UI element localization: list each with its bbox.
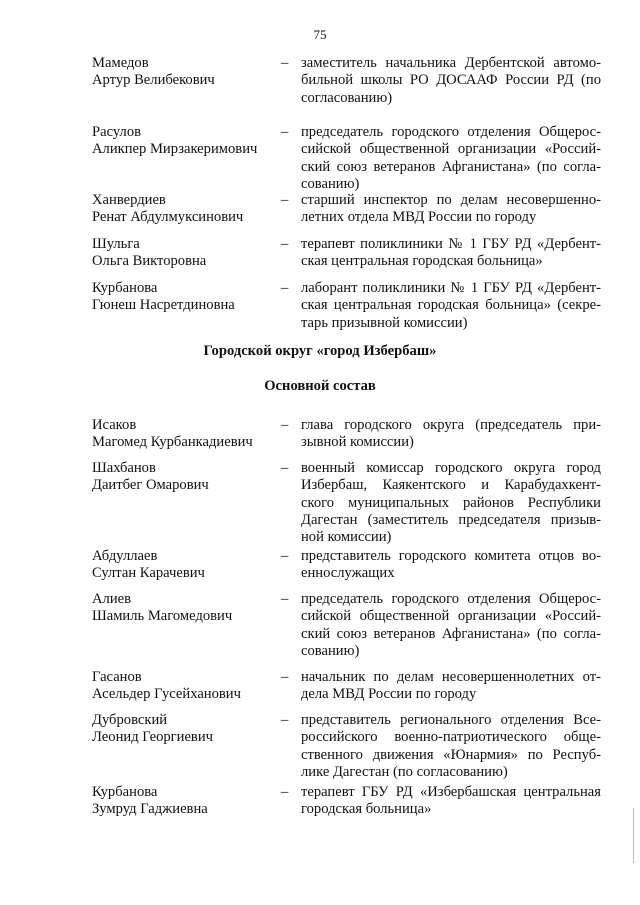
dash-mark: – — [281, 548, 289, 564]
role-line: лаборант поликлиники № 1 ГБУ РД «Дербент- — [301, 280, 601, 296]
role-line: председатель городского отделения Общерос- — [301, 124, 601, 140]
member-surname: Расулов — [92, 124, 142, 140]
role-line: представитель городского комитета отцов во- — [301, 548, 601, 564]
dash-mark: – — [281, 124, 289, 140]
dash-mark: – — [281, 417, 289, 433]
role-line: ский союз ветеранов Афганистана» (по согла- — [301, 625, 601, 642]
role-line: заместитель начальника Дербентской автомо- — [301, 55, 601, 71]
member-name — [92, 124, 282, 159]
member-given-names: Ольга Викторовна — [92, 253, 207, 270]
dash-mark: – — [281, 591, 289, 607]
role-line: представитель регионального отделения Все- — [301, 712, 601, 728]
member-given-names: Магомед Курбанкадиевич — [92, 434, 253, 451]
role-line: сийской общественной организации «Россий- — [301, 608, 601, 625]
member-surname: Гасанов — [92, 669, 142, 685]
dash-mark: – — [281, 669, 289, 685]
member-role — [281, 591, 601, 660]
role-line: ственного движения «Юнармия» по Респуб- — [301, 746, 601, 763]
role-line: терапевт поликлиники № 1 ГБУ РД «Дербент- — [301, 236, 601, 252]
member-surname: Курбанова — [92, 784, 158, 800]
member-surname: Абдуллаев — [92, 548, 158, 564]
dash-mark: – — [281, 192, 289, 208]
role-line: лике Дагестан (по согласованию) — [301, 763, 508, 780]
dash-mark: – — [281, 55, 289, 71]
member-name — [92, 669, 282, 704]
member-name — [92, 417, 282, 452]
member-name — [92, 712, 282, 747]
member-role — [281, 192, 601, 227]
member-surname: Ханвердиев — [92, 192, 166, 208]
member-given-names: Шамиль Магомедович — [92, 608, 233, 625]
member-surname: Исаков — [92, 417, 137, 433]
role-line: зывной комиссии) — [301, 434, 414, 451]
role-line: старший инспектор по делам несовершенно- — [301, 192, 601, 208]
role-line: ского муниципальных районов Республики — [301, 494, 601, 511]
dash-mark: – — [281, 236, 289, 252]
member-surname: Мамедов — [92, 55, 149, 71]
member-surname: Алиев — [92, 591, 131, 607]
role-line: Дагестан (заместитель председателя призыв- — [301, 511, 601, 528]
role-line: глава городского округа (председатель при- — [301, 417, 601, 433]
member-role — [281, 460, 601, 546]
page-number: 75 — [313, 27, 327, 42]
member-name — [92, 591, 282, 626]
member-given-names: Леонид Георгиевич — [92, 729, 213, 746]
role-line: военный комиссар городского округа город — [301, 460, 601, 476]
member-role — [281, 784, 601, 819]
member-given-names: Асельдер Гусейханович — [92, 686, 241, 703]
role-line: ной комиссии) — [301, 529, 392, 546]
role-line: сийской общественной организации «Россий- — [301, 141, 601, 158]
dash-mark: – — [281, 784, 289, 800]
member-given-names: Аликпер Мирзакеримович — [92, 141, 258, 158]
role-line: российского военно-патриотического обще- — [301, 729, 601, 746]
member-role — [281, 548, 601, 583]
member-name — [92, 55, 282, 90]
role-line: ский союз ветеранов Афганистана» (по согла- — [301, 158, 601, 175]
role-line: сованию) — [301, 175, 360, 192]
role-line: бильной школы РО ДОСААФ России РД (по — [301, 72, 601, 89]
dash-mark: – — [281, 460, 289, 476]
member-surname: Шульга — [92, 236, 140, 252]
member-surname: Курбанова — [92, 280, 158, 296]
member-role — [281, 712, 601, 781]
role-line: городская больница» — [301, 801, 432, 818]
member-role — [281, 124, 601, 193]
member-given-names: Даитбег Омарович — [92, 477, 209, 494]
role-line: еннослужащих — [301, 565, 395, 582]
role-line: Избербаш, Каякентского и Карабудахкент- — [301, 477, 601, 494]
member-name — [92, 280, 282, 315]
role-line: тарь призывной комиссии) — [301, 314, 468, 331]
role-line: председатель городского отделения Общерос- — [301, 591, 601, 607]
role-line: терапевт ГБУ РД «Избербашская центральная — [301, 784, 601, 800]
role-line: сованию) — [301, 642, 360, 659]
role-line: ская центральная городская больница» — [301, 253, 543, 270]
member-given-names: Артур Велибекович — [92, 72, 215, 89]
member-role — [281, 55, 601, 107]
role-line: дела МВД России по городу — [301, 686, 477, 703]
scan-edge-mark — [633, 808, 634, 863]
member-given-names: Султан Карачевич — [92, 565, 205, 582]
member-role — [281, 669, 601, 704]
member-name — [92, 784, 282, 819]
member-name — [92, 460, 282, 495]
role-line: согласованию) — [301, 89, 393, 106]
member-name — [92, 192, 282, 227]
member-given-names: Зумруд Гаджиевна — [92, 801, 208, 818]
member-surname: Шахбанов — [92, 460, 156, 476]
member-name — [92, 548, 282, 583]
member-given-names: Ренат Абдулмуксинович — [92, 209, 244, 226]
member-surname: Дубровский — [92, 712, 168, 728]
member-role — [281, 417, 601, 452]
role-line: начальник по делам несовершеннолетних от- — [301, 669, 601, 685]
member-role — [281, 236, 601, 271]
member-role — [281, 280, 601, 332]
dash-mark: – — [281, 280, 289, 296]
member-name — [92, 236, 282, 271]
dash-mark: – — [281, 712, 289, 728]
role-line: летних отдела МВД России по городу — [301, 209, 537, 226]
role-line: ская центральная городская больница» (секре- — [301, 297, 601, 314]
subsection-title: Основной состав — [264, 378, 376, 394]
section-title: Городской округ «город Избербаш» — [203, 343, 437, 359]
member-given-names: Гюнеш Насретдиновна — [92, 297, 235, 314]
